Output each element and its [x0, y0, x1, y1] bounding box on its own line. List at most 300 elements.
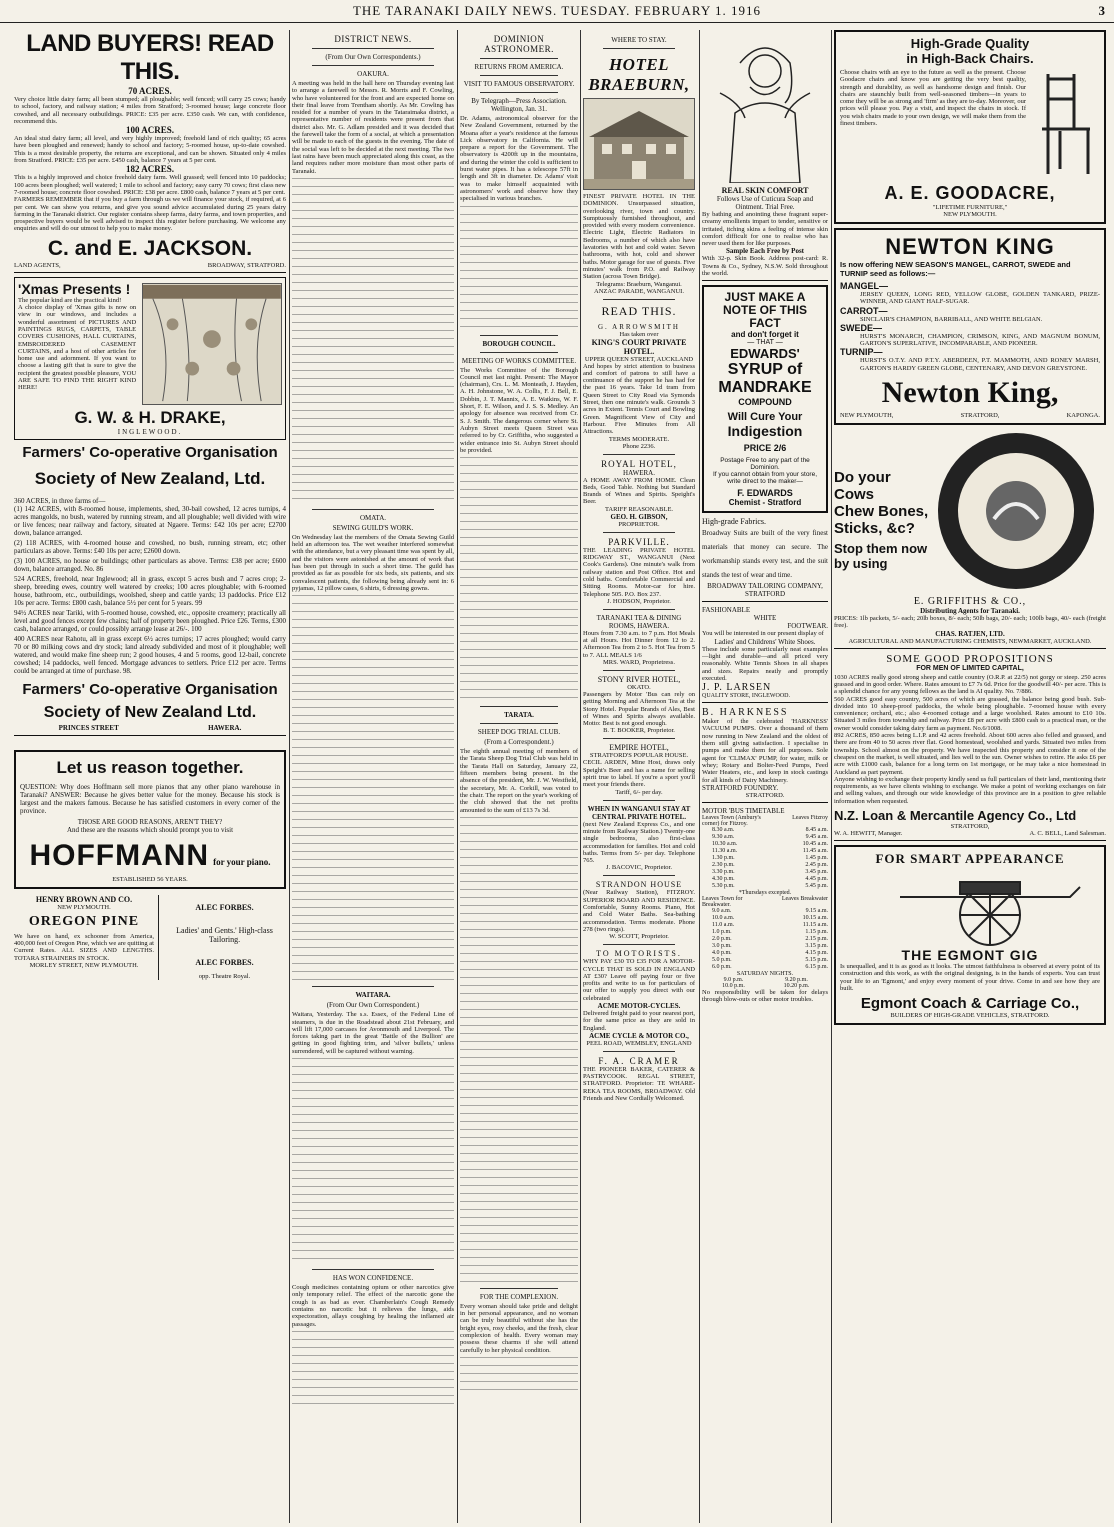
hoffmann-for: for your piano. — [213, 856, 271, 867]
brown-firm: HENRY BROWN AND CO. — [35, 894, 133, 904]
cows-2: Chew Bones, — [834, 503, 929, 521]
forbes-firm: ALEC FORBES. — [195, 902, 254, 912]
column-2 — [292, 30, 454, 1523]
divider — [603, 532, 675, 533]
time-entry: 5.0 p.m. — [712, 956, 732, 963]
time-entry: 6.0 p.m. — [712, 963, 732, 970]
time-entry: 10.30 a.m. — [712, 840, 738, 847]
column-5 — [834, 30, 1106, 1523]
forbes-text: Ladies' and Gents.' High-class Tailoring. — [176, 925, 273, 944]
turnip-text: HURST'S O.T.Y. AND P.T.Y. ABERDEEN, P.T. MAMMOTH, AND RONEY MARSH, GARTON'S HARDY GREEN GLOBE, CENTENARY, AND DEVON GREYSTONE. — [860, 357, 1100, 372]
column-4 — [583, 30, 695, 1523]
nz-loan-town: STRATFORD, — [950, 823, 990, 831]
cramer: F. A. CRAMER — [598, 1055, 680, 1066]
gig-text: Is unequalled, and it is as good as it looks. The utmost faithfulness is observed at every point of its construction and this work, as with the original designing, is in the hands of experts. You can trust your life to an 'Egmont,' and enjoy every moment of your drive. Come in and see how they are built. — [840, 963, 1100, 992]
forbes-ad — [159, 895, 286, 980]
time-entry: 11.0 a.m. — [712, 921, 735, 928]
time-entry: 5.15 p.m. — [805, 956, 828, 963]
prop-4: Anyone wishing to exchange their property kindly send us full particulars of their land, mentioning their requirements, as we have clients wishing to exchange. We make a point of working exchanges on fair and selling values, and through our wide knowledge of this province are in a position to give reliable information when requested. — [834, 775, 1106, 805]
time-entry: 1.45 p.m. — [805, 854, 828, 861]
bus-times-right — [770, 827, 828, 890]
central-text: (next New Zealand Express Co., and one minute from Railway Station.) Twenty-one single bedrooms, also first-class accommodation for families. Hot and cold baths. Terms from 5/- per day. Telephone 765. — [583, 820, 695, 865]
farmers-l2: (1) 142 ACRES, with 8-roomed house, implements, shed, 30-bail cowshed, 12 acres turnips, 4 acres mangolds, no bush, watered by running stream, and all ploughable; well divided with wire or live fences; near railway and factory, situated at Ngaere. Terms: £42 10s per acre; £2700 down, balance arranged. — [14, 504, 286, 537]
strandon-text: (Near Railway Station), FITZROY. SUPERIOR BOARD AND RESIDENCE. Comfortable, Sunny Rooms. Piano, Hot and Cold Water Baths. Sea-bathing accommodation. Terms moderate. Phone 278 (two rings). — [583, 889, 695, 933]
farmers-town: HAWERA. — [208, 723, 242, 732]
farmers-h3: Farmers' Co-operative Organisation — [22, 680, 278, 698]
edwards-name: EDWARDS' — [730, 346, 800, 362]
astronomer-text: Dr. Adams, astronomical observer for the New Zealand Government, returned by the Moana after a year's residence at the famous Lick observatory in California. He will prepare a report for the Government. The observatory is 4200ft up in the mountains, and during the winter the cold is sufficient to burst water pipes. It has a telescope 57ft in length and 3ft in diameter. Dr. Adams' visit was to make himself acquainted with astronomers' work and observe how they specialised in various branches. — [460, 115, 578, 203]
omata-subheading: SEWING GUILD'S WORK. — [332, 523, 414, 532]
strandon: STRANDON HOUSE — [595, 880, 683, 890]
hoffmann-ad — [14, 750, 286, 889]
larsen-sub: QUALITY STORE, INGLEWOOD. — [702, 693, 790, 700]
foundry-2: STRATFORD. — [745, 791, 785, 799]
hoffmann-name: HOFFMANN — [29, 838, 210, 872]
central: WHEN IN WANGANUI STAY AT CENTRAL PRIVATE HOTEL. — [587, 804, 691, 821]
oakura-heading: OAKURA. — [357, 70, 389, 78]
footwear-text: You will be interested in our present display of — [702, 630, 824, 638]
cows-5: by using — [834, 556, 888, 572]
kings-terms: TERMS MODERATE. — [608, 435, 670, 443]
prop-3: 892 ACRES, 850 acres being L.I.P. and 42 acres freehold. About 600 acres also felled and grassed, and there are from 40 to 50 acres river flat. Good homestead, woolshed and yards. Situated two miles from township. School almost on the property. We have inspected this property and consider it one of the cheapest on the market, is well situated, and lies well to the sun. Owner wishes to retire. He asks £6 per acre with £1000 cash, balance for a long term on 1st mortgage, or he may take a nice homestead in Auckland as part payment. — [834, 732, 1106, 776]
cow-lick-emblem — [934, 429, 1099, 594]
kings-text: And hopes by strict attention to business and comfort of patrons to still have a continuance of the support he has had for the past 16 years. Take 1d tram from Queen Street to City Road via Symonds Street, then one minute's walk. Grounds 3 acres in Extent. Tennis Court and Bowling Green. Magnificent View of City and Harbour. Five Minutes from All Attractions. — [583, 362, 695, 436]
forbes-address: opp. Theatre Royal. — [198, 972, 251, 980]
hoffmann-headline: Let us reason together. — [56, 757, 244, 777]
brown-head: OREGON PINE — [28, 913, 140, 929]
time-entry: 9.15 a.m. — [805, 907, 828, 914]
time-entry: 1.0 p.m. — [712, 928, 732, 935]
skin-text: Follows Use of Cuticura Soap and Ointment. Trial Free. — [716, 195, 814, 211]
bus-times — [702, 827, 828, 890]
article-text-continuation — [292, 592, 454, 982]
xmas-ad — [14, 277, 286, 440]
prices: PRICES: 1lb packets, 5/- each; 20lb boxes, 8/- each; 50lb bags, 20/- each; 100lb bags, 40/- each (freight free). — [834, 615, 1106, 630]
cows-4: Stop them now — [834, 541, 928, 557]
stony-text: Passengers by Motor 'Bus can rely on getting Morning and Afternoon Tea at the Stony Hotel. Popular Brands of Ales, Best of Wines and Spirits always available. Motto: Best is not good enough. — [583, 690, 695, 728]
broadway-ad — [702, 517, 828, 602]
cows-1: Do your Cows — [834, 469, 891, 504]
booker: B. T. BOOKER, Proprietor. — [603, 727, 675, 735]
farmers-l4: (3) 100 ACRES, no house or buildings; other particulars as above. Terms: £38 per acre; £600 down, balance arranged. No. 86 — [14, 556, 286, 573]
chairs-heading-2: in High-Back Chairs. — [906, 51, 1034, 66]
xmas-text: A choice display of 'Xmas gifts is now on view in our windows, and includes a wonderful assortment of PICTURES AND PAINTINGS RUGS, CARPETS, TABLE COVERS CUSHIONS, HALL CURTAINS, EMBROIDERED CASEMENT CURTAINS, and a host of other articles for home use and adornment. If you want to choose a lasting gift that is sure to give the recipient the greatest possible pleasure, YOU ARE SAFE TO FIND THE RIGHT KIND HERE! — [18, 304, 137, 392]
mangel-text: JERSEY QUEEN, LONG RED, YELLOW GLOBE, GOLDEN TANKARD, PRIZE-WINNER, AND GIANT HALF-SUGAR. — [860, 291, 1100, 306]
sat-l: 9.0 p.m. — [723, 976, 744, 983]
bw-right-header: Leaves Breakwater — [781, 895, 828, 902]
farmers-street: PRINCES STREET — [58, 723, 119, 732]
tarata-heading: TARATA. — [504, 711, 534, 720]
egmont-coach: Egmont Coach & Carriage Co., — [860, 995, 1080, 1013]
bus-heading: MOTOR 'BUS TIMETABLE — [702, 806, 785, 815]
newton-king-sub: Is now offering NEW SEASON'S MANGEL, CARROT, SWEDE and TURNIP seed as follows:— — [840, 260, 1071, 278]
divider — [480, 1288, 558, 1289]
omata-text: On Wednesday last the members of the Omata Sewing Guild held an afternoon tea. The wet weather interfered somewhat with the attendance, but a very pleasant time was spent by all, and the visitors were astonished at the amount of work that has been put through in such a short time. The guild has provided as far as possible for six beds, six patients, and six convalescent patients, the following being already sent in: 6 pyjamas, 12 pillow cases, 6 shirts, 6 dressing gowns. — [292, 533, 454, 592]
bell: A. C. BELL, Land Salesman. — [1029, 830, 1106, 838]
time-entry: 1.15 p.m. — [805, 928, 828, 935]
arrowsmith-sub: Has taken over — [619, 330, 659, 338]
jackson-footer — [14, 262, 286, 269]
confidence-text: Cough medicines containing opium or other narcotics give only temporary relief. The effect of the narcotic gone the cough is as bad as ever. Chamberlain's Cough Remedy contains no narcotic but it relieves the lungs, aids expectoration, allays coughing by healing the inflamed air passages. — [292, 1284, 454, 1328]
indigestion: Indigestion — [727, 423, 803, 440]
chemist: Chemist - Stratford — [728, 498, 802, 508]
nz-loan: N.Z. Loan & Mercantile Agency Co., Ltd — [834, 808, 1077, 824]
divider — [603, 1051, 675, 1052]
tea-rooms: TARANAKI TEA & DINING ROOMS, HAWERA. — [596, 613, 682, 630]
scott: W. SCOTT, Proprietor. — [609, 933, 669, 941]
carrot-text: SINCLAIR'S CHAMPION, BARRIBALL, AND WHITE BELGIAN. — [860, 315, 1043, 323]
divider — [603, 670, 675, 671]
dont-forget: and don't forget it — [731, 330, 799, 340]
xmas-headline: 'Xmas Presents ! — [18, 280, 131, 297]
postage: Postage Free to any part of the Dominion. — [720, 457, 810, 472]
bus-timetable — [702, 807, 828, 1004]
masthead-title: THE TARANAKI DAILY NEWS. TUESDAY. FEBRUARY 1. 1916 — [352, 3, 762, 18]
farmers-address — [14, 724, 286, 732]
cows-3: Sticks, &c? — [834, 520, 915, 538]
braeburn-address: ANZAC PARADE, WANGANUI. — [594, 287, 684, 295]
complexion-heading: FOR THE COMPLEXION. — [479, 1292, 559, 1301]
ratjen: CHAS. RATJEN, LTD. — [935, 629, 1005, 638]
braeburn-telegram: Telegrams: Braeburn, Wanganui. — [596, 280, 682, 288]
egmont-gig-ad — [834, 845, 1106, 1025]
harkness: B. HARKNESS — [702, 707, 789, 719]
motorists: TO MOTORISTS. — [596, 949, 682, 959]
mangel: MANGEL— — [840, 281, 888, 291]
saturday-row-2 — [702, 983, 828, 989]
braeburn-text: FINEST PRIVATE HOTEL IN THE DOMINION. Unsurpassed situation, overlooking river, town and country. Sumptuously furnished throughout, and provided with every modern convenience. Electric Light, Electric Radiators in Bedrooms, a number of which also have lavatories with hot and cold water. Seven bathrooms, with hot, cold and shower baths. Motor garage for use of guests. Five minutes' walk from P.O. and Railway Station (across Town Bridge). — [583, 193, 695, 281]
broadway-tailoring: BROADWAY TAILORING COMPANY, STRATFORD — [707, 582, 823, 599]
hoffmann-name-row — [20, 839, 280, 873]
article-text-continuation — [460, 1354, 578, 1394]
bw-times — [702, 908, 828, 971]
bus-header-row — [702, 815, 828, 827]
bacovic: J. BACOVIC, Proprietor. — [606, 864, 672, 872]
time-entry: 2.45 p.m. — [805, 861, 828, 868]
sat-text: No responsibility will be taken for delays through blow-outs or other motor troubles. — [702, 988, 828, 1004]
brown-ad — [14, 895, 159, 980]
divider — [603, 609, 675, 610]
divider — [480, 723, 558, 724]
kings-phone: Phone 2236. — [622, 442, 656, 450]
carrot: CARROT— — [840, 305, 888, 316]
bottom-ads-row — [14, 895, 286, 980]
time-entry: 3.15 p.m. — [805, 942, 828, 949]
acres-182: 182 ACRES. — [125, 164, 174, 175]
column-rule — [457, 30, 458, 1523]
royal-hotel: ROYAL HOTEL, — [601, 458, 677, 469]
brown-street: MORLEY STREET, NEW PLYMOUTH. — [29, 961, 139, 969]
parkville: PARKVILLE. — [608, 536, 670, 547]
column-4b — [702, 30, 828, 1523]
time-entry: 10.0 a.m. — [712, 914, 735, 921]
forbes-firm-2: ALEC FORBES. — [195, 957, 254, 967]
gibson-prop: PROPRIETOR. — [618, 520, 660, 528]
borough-text: The Works Committee of the Borough Council met last night. Present: The Mayor (chairman), Crs. L. M. Monteath, J. Hayden, A. H. Johnstone, W. A. Collis, F. J. Bell, E. Dobbin, J. T. Mannix, A. E. Watkins, W. F. Short, F. E. Wilson, and J. S. S. Medley. An apology for absence was received from Cr. S. J. Smith. The dangerous corner where St. Aubyn Street meets Queen Street was referred to by Cr. Griffiths, who suggested a wider entrance into St. Aubyn Street should be provided. — [460, 366, 578, 454]
fashionable: FASHIONABLE — [702, 606, 751, 615]
braeburn-name: HOTEL BRAEBURN, — [588, 55, 690, 94]
gibson: GEO. H. GIBSON, — [610, 512, 668, 521]
hewitt: W. A. HEWITT, Manager. — [834, 830, 903, 838]
hoffmann-text: QUESTION: Why does Hoffmann sell more pianos that any other piano warehouse in Taranaki? ANSWER: Because he gives better value for the money. Because his stock is largest and the makers famous. Because he has satisfied customers in every corner of the province. — [20, 782, 280, 815]
farmers-l5: 524 ACRES, freehold, near Inglewood; all in grass, except 5 acres bush and 7 acres crop; 2-sheep, breeding ewes, country well watered by creeks; 100 acres ploughable; with 6-roomed house, bathroom, etc., outbuildings, woolshed, sheep and cattle yards; 13 paddocks. Price £12 10s per acre. Terms: £800 cash, balance 5½ per cent for 5 years. 99 — [14, 574, 286, 607]
divider — [480, 92, 558, 93]
time-entry: 2.0 p.m. — [712, 935, 732, 942]
motor-text: WHY PAY £30 TO £35 FOR A MOTOR-CYCLE THAT IS SOLD IN ENGLAND AT £30? Leave off paying four or five profits and write to us for particulars of our offer to supply you direct with our celebrated — [583, 958, 695, 1002]
divider — [480, 335, 558, 336]
nk-new-plymouth: NEW PLYMOUTH, — [840, 412, 894, 420]
goodacre-name: A. E. GOODACRE, — [884, 183, 1056, 203]
divider — [603, 48, 675, 49]
tarata-text: The eighth annual meeting of members of the Tarata Sheep Dog Trial Club was held in the Tarata Hall on Saturday, January 22, fifteen members being present. In the absence of the president, Mr. J. W. Westfield, the secretary, Mr. A. Corkill, was voted to the chair. The report on the year's working of the club showed that the net profits amounted to the sum of £13 7s 3d. — [460, 748, 578, 814]
farmers-l6: 94½ ACRES near Tariki, with 5-roomed house, cowshed, etc., opposite creamery; practically all level and good fences except few chains; half of property been ploughed. Price £26. Terms, £300 cash, balance arranged, or could possibly arrange lease at 26/-. 100 — [14, 608, 286, 633]
bus-times-left — [702, 827, 770, 890]
acme-co: ACME CYCLE & MOTOR CO., — [589, 1031, 689, 1040]
okato: OKATO. — [627, 683, 651, 691]
foundry: STRATFORD FOUNDRY. — [702, 783, 779, 792]
hoffmann-reasons: THOSE ARE GOOD REASONS, AREN'T THEY? — [77, 817, 223, 826]
column-3 — [460, 30, 578, 1523]
compound: COMPOUND — [738, 397, 792, 408]
prop-1: 1030 ACRES really good strong sheep and cattle country (O.R.P. at 22/5) not gorgy or steep. 250 acres grassed and in good order. Where. Rates amount to £7 7s 6d. Price for the goodwill 40/- per acre. This is a splendid chance for any young fellows as the land is AI quality. No. 7/886. — [834, 673, 1106, 696]
borough-heading: BOROUGH COUNCIL. — [482, 339, 556, 348]
propositions: SOME GOOD PROPOSITIONS — [886, 652, 1054, 665]
gig-image — [840, 867, 1100, 947]
column-rule — [831, 30, 832, 1523]
time-entry: 10.45 a.m. — [802, 840, 828, 847]
brown-text: We have on hand, ex schooner from America, 400,000 feet of Oregon Pine, which we are quitting at Current Rates. ALL SIZES AND LENGTHS. TOTARA STRAINERS IN STOCK. — [14, 932, 154, 962]
sat-r2: 10.20 p.m. — [783, 982, 810, 989]
bus-left-header: Leaves Town (Ambury's corner) for Fitzroy. — [702, 814, 761, 827]
waitara-text: Waitara, Yesterday. The s.s. Essex, of the Federal Line of steamers, is due in the Roadstead about 21st February, and will lift 17,000 carcases for Avonmouth and Liverpool. The forces taking part in the great 'Battle of the Bullion' are getting in good fighting trim, and 'silver bullets,' unless surrendered, will be captured without warning. — [292, 1011, 454, 1055]
acres-100: 100 ACRES. — [125, 125, 174, 136]
ladies-shoes: Ladies' and Childrens' White Shoes. — [714, 637, 816, 646]
land-text-4: FARMERS REMEMBER that if you buy a farm through us we will finance your stock, if required, at 6 per cent. We can show you returns, and give you sound advice accumulated during 25 years dairy farming in the Taranaki district. Our register contains sheep farms, dairy farms, and town properties, and prospective buyers would be well advised to inspect this register before purchasing. We welcome any enquiries and will do our utmost to help you to make money. — [14, 196, 286, 233]
builders: BUILDERS OF HIGH-GRADE VEHICLES, STRATFORD. — [890, 1012, 1050, 1020]
farmers-h1: Farmers' Co-operative Organisation — [22, 443, 278, 461]
land-text-2: An ideal stud dairy farm; all level, and very highly improved; freehold land of rich quality; 65 acres have been ploughed and renewed; handy to school and factory; 5-roomed house, up-to-date cowshed. This is a most desirable property, the returns are exceptional, and can be shown. Situated only 4 miles from Stratford. PRICE: £35 per acre. £450 cash, balance 7 years at 5 per cent. — [14, 135, 286, 165]
article-text-continuation — [460, 203, 578, 331]
egmont-gig: THE EGMONT GIG — [901, 947, 1039, 964]
larsen: J. P. LARSEN — [702, 682, 772, 694]
acme: ACME MOTOR-CYCLES. — [597, 1002, 681, 1010]
tea-text: Hours from 7.30 a.m. to 7 p.m. Hot Meals at all Hours. Hot Dinner from 12 to 2. Afternoon Tea from 2 to 5. Hot Tea from 5 to 7. ALL MEALS 1/6 — [583, 629, 695, 659]
distributing: Distributing Agents for Taranaki. — [920, 607, 1020, 616]
farmers-coop-ad — [14, 444, 286, 736]
note-fact: JUST MAKE A NOTE OF THIS FACT — [723, 290, 807, 331]
harkness-text: Maker of the celebrated 'HARKNESS' VACUUM PUMPS. Over a thousand of them now running in New Zealand and the oldest of them still giving satisfaction. I specialise in pumps and make them for all purposes. Sole agent for 'CLIMAX' PUMP, for water, milk or whey; Rotary and Bolter-Feed Pumps, Feed Water Heaters, etc., and keep in stock castings for all kinds of Dairy Machinery. — [702, 718, 828, 784]
lace-curtain-image — [142, 283, 282, 405]
nz-loan-staff — [834, 830, 1106, 837]
empire: EMPIRE HOTEL, — [609, 743, 669, 753]
time-entry: 4.0 p.m. — [712, 949, 732, 956]
goodacre-town: NEW PLYMOUTH. — [943, 211, 997, 218]
acme-text: Delivered freight paid to your nearest port, for the same price as they are sold in England. — [583, 1010, 695, 1032]
tarata-correspondent: (From a Correspondent.) — [484, 738, 554, 747]
arrowsmith: G. ARROWSMITH — [597, 322, 680, 331]
column-rule — [289, 30, 290, 1523]
farmers-h4: Society of New Zealand Ltd. — [43, 703, 257, 721]
time-entry: 4.15 p.m. — [805, 949, 828, 956]
waitara-correspondent: (From Our Own Correspondent.) — [326, 1001, 420, 1010]
divider — [480, 58, 558, 59]
smart-appearance: FOR SMART APPEARANCE — [875, 851, 1065, 867]
astronomer-sub-2: VISIT TO FAMOUS OBSERVATORY. — [463, 80, 575, 88]
skin-comfort: REAL SKIN COMFORT — [721, 186, 809, 195]
empire-sub: STRATFORD'S POPULAR HOUSE. — [589, 752, 689, 760]
prop-2: 560 ACRES good easy country, 500 acres of which are grassed, the balance being good bush. Sub-divided into 10 sheep-proof paddocks, the whole being ploughable. 7-roomed house with every convenience; orchard, etc.; also 4-roomed cottage and a large woolshed. Rates amount to £10 10s. Situated 3 miles from township and railway. Price £8 per acre with £800 cash to a practical man, or the owner would consider taking dairy farm as payment. No.6/1008. — [834, 695, 1106, 732]
sat-r: 9.20 p.m. — [785, 976, 808, 983]
time-entry: 3.30 p.m. — [712, 868, 735, 875]
loan-agency-ad — [834, 653, 1106, 841]
drake-town: INGLEWOOD. — [117, 427, 183, 436]
hotel-image — [583, 98, 695, 190]
royal-tariff: TARIFF REASONABLE. — [604, 505, 674, 513]
farmers-l1: 360 ACRES, in three farms of— — [14, 496, 106, 505]
oakura-text: A meeting was held in the hall here on Thursday evening last to arrange a farewell to Messrs. R. Morris and F. Cowling, who have volunteered for the front and are expected home on their final leave from Trentham shortly. As Mr. Cowling has resided for a number of years in the Tataraimaka district, a representative number of residents were present from that district also. Mr. G. Adlam presided and it was decided that the farewell take the form of a social, at which a presentation will be made to each of the guests in the evening. The date of the social was left to be decided at the next meeting. The two last rains have been much appreciated along this coast, as the land requires rather more moisture than most other parts of Taranaki. — [292, 80, 454, 175]
woman-illustration — [710, 33, 820, 183]
brown-town: NEW PLYMOUTH. — [57, 903, 111, 911]
article-text-continuation — [460, 454, 578, 702]
read-this: READ THIS. — [601, 303, 677, 318]
swede-text: HURST'S MONARCH, CHAMPION, CRIMSON, KING, AND MAGNUM BONUM, GARTON'S SUPERLATIVE, INCOMPARABLE, AND PIONEER. — [860, 332, 1100, 348]
newton-king-heading: NEWTON KING — [885, 234, 1055, 259]
divider — [312, 1269, 434, 1270]
time-entry: 9.45 a.m. — [805, 833, 828, 840]
will-cure: Will Cure Your — [727, 411, 803, 424]
divider — [603, 875, 675, 876]
jackson-address: BROADWAY, STRATFORD. — [207, 261, 286, 269]
bw-header-row — [702, 896, 828, 908]
that: — THAT — — [747, 339, 783, 347]
column-rule — [699, 30, 700, 1523]
land-headline: LAND BUYERS! READ THIS. — [26, 30, 274, 85]
price: PRICE 2/6 — [743, 443, 787, 454]
goodacre-ad — [834, 30, 1106, 224]
divider — [603, 454, 675, 455]
time-entry: 4.45 p.m. — [805, 875, 828, 882]
omata-heading: OMATA. — [359, 513, 387, 522]
time-entry: 10.15 a.m. — [802, 914, 828, 921]
mandrake: MANDRAKE — [718, 379, 812, 397]
sat-l2: 10.0 p.m. — [722, 982, 745, 989]
ladies-text: These include some particularly neat examples—light and durable—and all priced very reasonably. White Tennis Shoes in all shapes and sizes. Repairs neatly and promptly executed. — [702, 645, 828, 682]
goodacre-lifetime: "LIFETIME FURNITURE," — [932, 204, 1008, 211]
jackson-agents: LAND AGENTS, — [14, 261, 61, 269]
article-text-continuation — [460, 814, 578, 1284]
astronomer-byline: By Telegraph—Press Association. Wellington, Jan. 31. — [471, 97, 567, 113]
district-correspondents: (From Our Own Correspondents.) — [325, 53, 421, 61]
divider — [603, 944, 675, 945]
royal-hawera: HAWERA. — [623, 468, 655, 477]
time-entry: 2.30 p.m. — [712, 861, 735, 868]
edwards-ad — [702, 285, 828, 513]
waitara-heading: WAITARA. — [355, 991, 391, 1000]
time-entry: 11.45 a.m. — [802, 847, 828, 854]
syrup: SYRUP of — [727, 361, 803, 379]
hoffmann-established: ESTABLISHED 56 YEARS. — [112, 875, 188, 883]
skin-sample: Sample Each Free by Post — [725, 247, 805, 256]
farmers-l3: (2) 118 ACRES, with 4-roomed house and cowshed, no bush, running stream, etc; other particulars as above. Terms: £40 10s per acre; £2600 down. — [14, 538, 286, 555]
white: WHITE — [753, 614, 777, 623]
cuticura-ad — [702, 33, 828, 281]
article-text-continuation — [292, 175, 454, 505]
royal-text: A HOME AWAY FROM HOME. Clean Beds, Good Table. Nothing but Standard Brands of Wines and Spirits. Speight's Beer. — [583, 476, 695, 506]
hodson: J. HODSON, Proprietor. — [607, 597, 671, 605]
chair-image — [1030, 69, 1100, 179]
farmers-l7: 400 ACRES near Rahotu, all in grass except 6½ acres turnips; 17 acres ploughed; would carry 70 or 80 milking cows and dry stock; land already subdivided and most of it ploughable; well watered, and would make fine sheep run; 2 good houses, 4 and 5 rooms, good 12-bail, concrete cowshed; 14 paddocks, well fenced. Mortgage advances to settlers. Price £12 per acre. Terms could be arranged at time of purchase. 98. — [14, 634, 286, 675]
masthead — [0, 0, 1114, 23]
time-entry: 3.0 p.m. — [712, 942, 732, 949]
page-number: 3 — [1098, 3, 1106, 18]
astronomer-heading: DOMINION ASTRONOMER. — [484, 34, 554, 54]
time-entry: 11.30 a.m. — [712, 847, 738, 854]
chairs-heading-1: High-Grade Quality — [910, 36, 1030, 51]
divider — [312, 509, 434, 510]
bw-times-right — [770, 908, 828, 971]
ratjen-sub: AGRICULTURAL AND MANUFACTURING CHEMISTS, NEWMARKET, AUCKLAND. — [848, 637, 1092, 645]
district-news-heading: DISTRICT NEWS. — [334, 34, 412, 44]
divider — [480, 75, 558, 76]
parkville-text: THE LEADING PRIVATE HOTEL RIDGWAY ST., WANGANUI (Next Cook's Gardens). One minute's walk from railway station and Post Office. Hot and cold baths. Comfortable Commercial and Sitting Rooms. Motor-car for hire. Telephone 505. P.O. Box 237. — [583, 546, 695, 598]
cannot-obtain: If you cannot obtain from your store, write direct to the maker— — [712, 471, 818, 486]
time-entry: 5.30 p.m. — [712, 882, 735, 889]
fabrics: High-grade Fabrics. — [702, 517, 766, 527]
kings-court: KING'S COURT PRIVATE HOTEL. — [591, 337, 687, 356]
divider — [603, 738, 675, 739]
hoffmann-reasons-2: And these are the reasons which should prompt you to visit — [66, 825, 234, 834]
farmers-h2: Society of New Zealand, Ltd. — [34, 468, 266, 488]
land-buyers-ad — [14, 30, 286, 273]
limited-capital: FOR MEN OF LIMITED CAPITAL, — [916, 664, 1024, 672]
kings-address: UPPER QUEEN STREET, AUCKLAND — [584, 355, 694, 363]
time-entry: 3.45 p.m. — [805, 868, 828, 875]
borough-sub: MEETING OF WORKS COMMITTEE. — [461, 356, 577, 365]
drake-name: G. W. & H. DRAKE, — [74, 407, 226, 427]
time-entry: 1.30 p.m. — [712, 854, 735, 861]
time-entry: 9.0 a.m. — [712, 907, 732, 914]
time-entry: 6.15 p.m. — [805, 963, 828, 970]
article-text-continuation — [292, 1055, 454, 1265]
divider — [480, 706, 558, 707]
time-entry: 5.45 p.m. — [805, 882, 828, 889]
divider — [312, 65, 434, 66]
time-entry: 8.45 a.m. — [805, 826, 828, 833]
acres-70: 70 ACRES. — [128, 86, 172, 96]
divider — [480, 352, 558, 353]
land-text-1: Very choice little dairy farm; all been stumped; all ploughable; well fenced; will carry 25 cows; handy to school, factory, and railway station; 4 miles from Stratford; 3-roomed house; large concrete floor cowshed, and all necessary outbuildings. PRICE: £35 per acre. £350 cash. We can, with confidence, recommend this. — [14, 96, 286, 125]
griffiths: E. GRIFFITHS & CO., — [913, 596, 1027, 608]
divider — [312, 986, 434, 987]
saturday: SATURDAY NIGHTS. — [736, 970, 794, 977]
xmas-sub: The popular kind are the practical kind! — [18, 296, 122, 304]
article-text-continuation — [292, 1328, 454, 1408]
time-entry: 8.30 a.m. — [712, 826, 735, 833]
chairs-text: Choose chairs with an eye to the future as well as the present. Choose Goodacre chairs and know you are getting the very best quality, strength and durability, as well as handsome design and finish. Our chairs are staunchly built from well-seasoned timbers—in years to come they will be as strong and 'firm' as they are to-day. Moreover, our prices will please you. Pay a visit, and inspect the chairs in stock. If you wish chairs made to your own design, we will make them from the finest timbers. — [840, 69, 1026, 128]
empire-text: CECIL ARDEN, Mine Host, draws only Speight's Beer and has a name for selling spirit true to label. If you're a sport you'll meet your friends there. — [583, 759, 695, 789]
cow-lick-ad — [834, 429, 1106, 649]
skin-body: By bathing and anointing these fragrant super-creamy emollients impart to tender, sensitive or irritated, itching skins a feeling of intense skin comfort difficult for one to realise who has never used them for like purposes. — [702, 211, 828, 248]
newton-king-ad — [834, 228, 1106, 425]
column-rule — [580, 30, 581, 1523]
time-entry: 2.15 p.m. — [805, 935, 828, 942]
harkness-ad — [702, 707, 828, 803]
acme-address: PEEL ROAD, WEMBLEY, ENGLAND — [586, 1039, 692, 1047]
divider — [603, 299, 675, 300]
footwear: FOOTWEAR. — [787, 622, 828, 631]
time-entry: 9.30 a.m. — [712, 833, 735, 840]
complexion-text: Every woman should take pride and delight in her personal appearance, and no woman can be truly beautiful without she has the bright eyes, rosy cheeks, and the fresh, clear complexion of health. Every woman may possess these charms if she will attend carefully to her physical condition. — [460, 1302, 578, 1354]
